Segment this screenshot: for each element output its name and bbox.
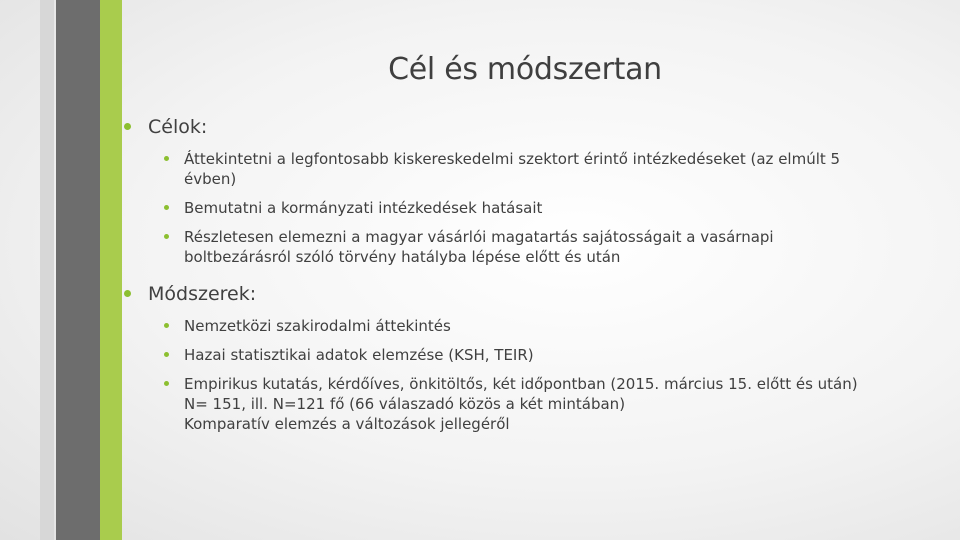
bullet-icon [164,352,169,357]
decor-stripe-gray [56,0,100,540]
bullet-icon [164,205,169,210]
list-item-text: Empirikus kutatás, kérdőíves, önkitöltős, két időpontban (2015. március 15. előtt és után) N= 151, ill. N=121 fő (66 válaszadó közös a két mintában) [184,375,858,413]
section-label: Célok: [148,116,208,138]
bullet-icon [164,381,169,386]
section-heading-methods [120,281,880,307]
list-item [120,198,880,218]
list-item-text: Részletesen elemezni a magyar vásárlói magatartás sajátosságait a vasárnapi boltbezárásról szóló törvény hatályba lépése előtt és után [184,228,774,266]
list-item-text: Bemutatni a kormányzati intézkedések hatásait [184,199,543,217]
list-item-continuation [120,414,880,434]
slide-body [120,114,880,443]
bullet-icon [164,156,169,161]
list-item [120,227,880,267]
list-item [120,345,880,365]
bullet-icon [164,234,169,239]
list-item [120,149,880,189]
left-decoration [0,0,140,540]
list-item-text: Hazai statisztikai adatok elemzése (KSH, TEIR) [184,346,534,364]
slide-title: Cél és módszertan [388,52,662,87]
list-item [120,316,880,336]
list-item [120,374,880,414]
list-item-text: Áttekintetni a legfontosabb kiskereskedelmi szektort érintő intézkedéseket (az elmúlt 5 évben) [184,150,841,188]
section-label: Módszerek: [148,283,257,305]
decor-stripe-green [100,0,122,540]
list-item-text: Nemzetközi szakirodalmi áttekintés [184,317,451,335]
bullet-icon [164,323,169,328]
list-item-text: Komparatív elemzés a változások jellegéről [184,415,510,433]
bullet-icon [124,290,131,297]
decor-stripe-light [40,0,54,540]
section-heading-goals [120,114,880,140]
bullet-icon [124,123,131,130]
